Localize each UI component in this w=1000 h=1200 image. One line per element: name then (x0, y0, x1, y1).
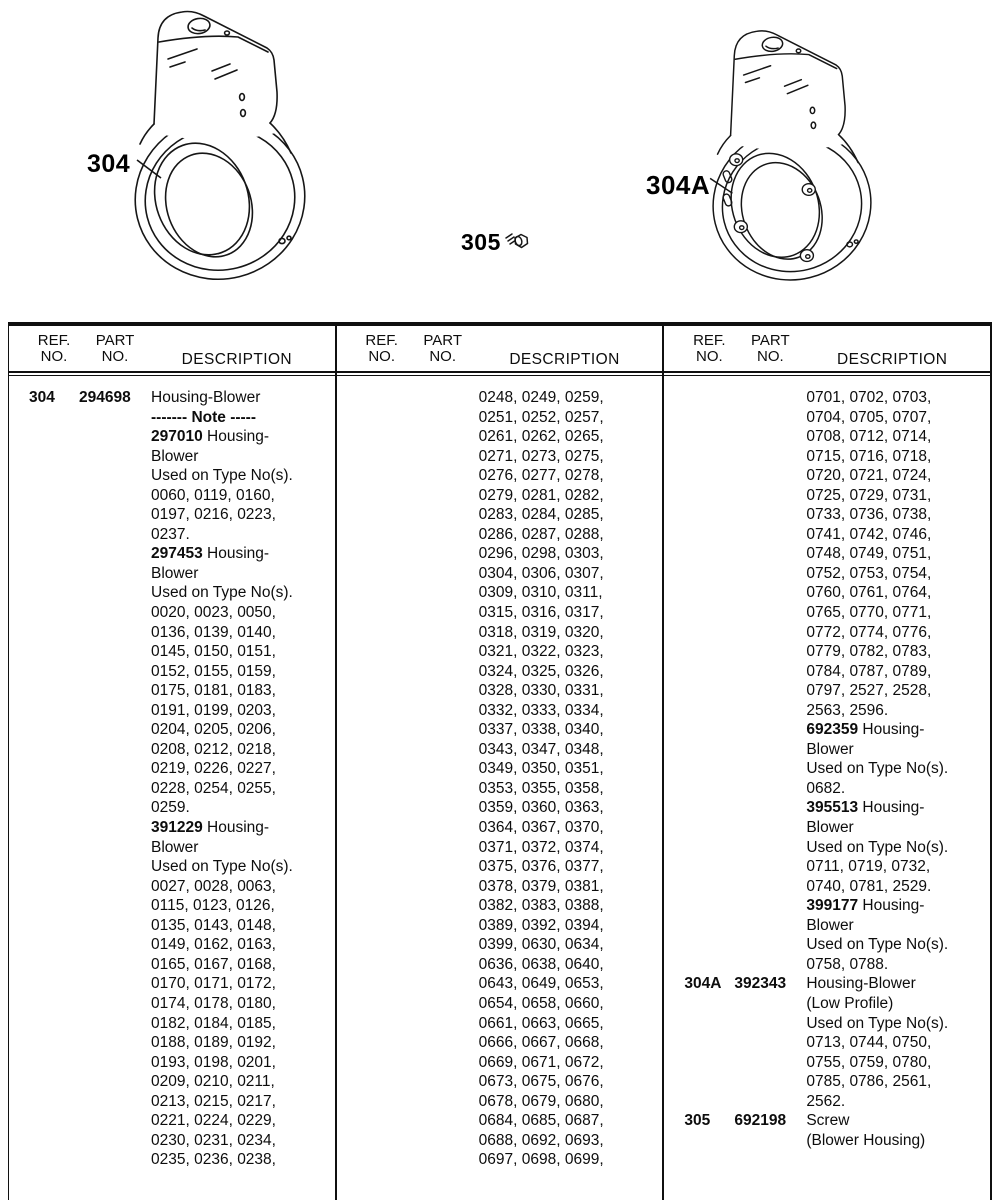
description-line: 0353, 0355, 0358, (478, 779, 604, 797)
description-line: 0740, 0781, 2529. (806, 877, 932, 895)
description-line: 0378, 0379, 0381, (478, 877, 604, 895)
description-line: 0309, 0310, 0311, (478, 584, 603, 602)
ref-no-cell: 304 (29, 389, 55, 406)
description-line: (Low Profile) (806, 994, 894, 1012)
table-header (664, 326, 990, 373)
description-line: 0020, 0023, 0050, (151, 604, 276, 622)
description-line: 0666, 0667, 0668, (478, 1034, 604, 1052)
description-line: Housing-Blower (806, 975, 916, 993)
description-line: 0204, 0205, 0206, (151, 721, 276, 739)
ref-no-cell: 304A (684, 975, 722, 993)
screw-icon (503, 229, 530, 254)
description-header: DESCRIPTION (837, 351, 948, 368)
ref-no-cell: 305 (684, 1112, 711, 1130)
description-cell (806, 388, 986, 974)
table-column-group-1 (9, 326, 335, 1200)
description-line: 0228, 0254, 0255, (151, 779, 276, 797)
description-line: 0654, 0658, 0660, (478, 994, 604, 1012)
description-line: 0259. (151, 799, 190, 817)
description-line: 0752, 0753, 0754, (806, 564, 932, 582)
description-line: 0221, 0224, 0229, (151, 1112, 276, 1130)
table-header (337, 326, 663, 373)
description-line: 0772, 0774, 0776, (806, 623, 932, 641)
table-header (9, 326, 335, 373)
description-line: 0682. (806, 779, 846, 797)
description-line: 0321, 0322, 0323, (478, 643, 604, 661)
table-row (684, 974, 986, 1111)
description-line: 0708, 0712, 0714, (806, 428, 932, 446)
ref-no-header: REF. NO. (693, 332, 726, 365)
description-line: 395513 Housing- (806, 799, 925, 817)
description-line: 0115, 0123, 0126, (151, 897, 275, 915)
part-no-header: PART NO. (423, 332, 462, 365)
description-line: 0713, 0744, 0750, (806, 1034, 932, 1052)
description-line: 0027, 0028, 0063, (151, 877, 276, 895)
description-line: Used on Type No(s). (151, 584, 293, 602)
part-no-cell (407, 388, 479, 1170)
table-row (684, 1111, 986, 1150)
description-line: 0060, 0119, 0160, (151, 486, 275, 504)
description-line: 297453 Housing- (151, 545, 270, 563)
description-line: 0661, 0663, 0665, (478, 1014, 604, 1032)
description-line: Housing-Blower (151, 389, 261, 406)
description-line: 0296, 0298, 0303, (478, 545, 604, 563)
description-line: 0261, 0262, 0265, (478, 428, 604, 446)
description-line: 0209, 0210, 0211, (151, 1073, 275, 1091)
description-line: 0235, 0236, 0238, (151, 1151, 276, 1169)
description-line: 0279, 0281, 0282, (478, 486, 604, 504)
table-row (29, 388, 331, 1170)
description-cell (479, 388, 659, 1170)
table-body-column-1 (9, 375, 335, 1170)
blower-housing-304-drawing (130, 2, 310, 290)
description-line: 0165, 0167, 0168, (151, 955, 276, 973)
description-line: Used on Type No(s). (806, 838, 949, 856)
description-line: 0328, 0330, 0331, (478, 682, 604, 700)
description-line: 0701, 0702, 0703, (806, 389, 932, 406)
description-line: 0760, 0761, 0764, (806, 584, 932, 602)
description-line: 0315, 0316, 0317, (478, 604, 604, 622)
table-column-group-3 (662, 326, 990, 1200)
description-line: 0170, 0171, 0172, (151, 975, 276, 993)
parts-figure (0, 0, 1000, 322)
description-header: DESCRIPTION (509, 351, 620, 368)
description-line: 0145, 0150, 0151, (151, 643, 276, 661)
description-line: 0324, 0325, 0326, (478, 662, 604, 680)
description-line: Blower (151, 564, 199, 582)
description-line: 0636, 0638, 0640, (478, 955, 604, 973)
description-line: 0213, 0215, 0217, (151, 1092, 276, 1110)
description-cell (806, 974, 986, 1111)
description-line: 0669, 0671, 0672, (478, 1053, 604, 1071)
description-line: Used on Type No(s). (806, 936, 949, 954)
description-line: 0643, 0649, 0653, (478, 975, 604, 993)
description-line: 0343, 0347, 0348, (478, 740, 604, 758)
description-line: 0136, 0139, 0140, (151, 623, 276, 641)
ref-no-header: REF. NO. (365, 332, 398, 365)
description-line: Blower (806, 740, 854, 758)
description-line: 0191, 0199, 0203, (151, 701, 276, 719)
description-line: 0332, 0333, 0334, (478, 701, 604, 719)
part-no-cell: 294698 (79, 389, 131, 406)
description-line: Blower (806, 916, 854, 934)
description-line: 0678, 0679, 0680, (478, 1092, 604, 1110)
part-no-header: PART NO. (751, 332, 790, 365)
description-line: 0349, 0350, 0351, (478, 760, 604, 778)
description-line: 0188, 0189, 0192, (151, 1034, 276, 1052)
description-line: 0741, 0742, 0746, (806, 525, 932, 543)
description-line: 0337, 0338, 0340, (478, 721, 604, 739)
description-cell (806, 1111, 986, 1150)
ref-no-header: REF. NO. (37, 332, 71, 365)
description-line: 0208, 0212, 0218, (151, 740, 276, 758)
description-line: 0152, 0155, 0159, (151, 662, 276, 680)
description-line: 0697, 0698, 0699, (478, 1151, 604, 1169)
description-line: 0779, 0782, 0783, (806, 643, 932, 661)
description-line: 0715, 0716, 0718, (806, 447, 932, 465)
ref-no-cell (357, 388, 407, 1170)
description-line: 0149, 0162, 0163, (151, 936, 276, 954)
description-line: 0251, 0252, 0257, (478, 408, 604, 426)
table-column-group-2 (335, 326, 663, 1200)
part-no-header: PART NO. (95, 332, 135, 365)
description-line: 0276, 0277, 0278, (478, 467, 604, 485)
description-line: 692359 Housing- (806, 721, 925, 739)
description-line: 0733, 0736, 0738, (806, 506, 932, 524)
description-line: 2562. (806, 1092, 846, 1110)
part-no-cell (734, 388, 806, 974)
description-line: 399177 Housing- (806, 897, 925, 915)
description-line: ------- Note ----- (151, 408, 256, 426)
description-line: 0382, 0383, 0388, (478, 897, 604, 915)
description-line: 2563, 2596. (806, 701, 889, 719)
parts-table (8, 322, 992, 1200)
description-line: 0688, 0692, 0693, (478, 1131, 604, 1149)
description-line: 0389, 0392, 0394, (478, 916, 604, 934)
description-line: Screw (806, 1112, 850, 1130)
description-line: 0371, 0372, 0374, (478, 838, 604, 856)
part-no-cell: 392343 (734, 975, 787, 993)
description-line: 0720, 0721, 0724, (806, 467, 932, 485)
description-line: 0174, 0178, 0180, (151, 994, 276, 1012)
table-row (684, 388, 986, 974)
description-line: 0283, 0284, 0285, (478, 506, 604, 524)
table-row (357, 388, 659, 1170)
description-header: DESCRIPTION (181, 351, 292, 368)
description-line: 297010 Housing- (151, 428, 270, 446)
description-line: 0359, 0360, 0363, (478, 799, 604, 817)
figure-label-305: 305 (461, 229, 501, 255)
figure-label-304a: 304A (646, 170, 711, 200)
description-line: 0182, 0184, 0185, (151, 1014, 276, 1032)
table-body-column-2 (337, 375, 663, 1170)
description-line: 0197, 0216, 0223, (151, 506, 276, 524)
description-line: 0364, 0367, 0370, (478, 819, 604, 837)
description-line: 0248, 0249, 0259, (478, 389, 604, 406)
description-line: 0725, 0729, 0731, (806, 486, 932, 504)
description-line: Blower (151, 838, 199, 856)
figure-label-304: 304 (87, 150, 131, 178)
description-line: 0237. (151, 525, 190, 543)
description-line: Blower (151, 447, 199, 465)
description-line: 0175, 0181, 0183, (151, 682, 276, 700)
description-line: Used on Type No(s). (151, 858, 293, 876)
part-no-cell: 692198 (734, 1112, 787, 1130)
description-line: 0785, 0786, 2561, (806, 1073, 932, 1091)
description-line: 0765, 0770, 0771, (806, 604, 932, 622)
description-line: 0758, 0788. (806, 955, 889, 973)
description-line: 0704, 0705, 0707, (806, 408, 932, 426)
description-line: 0399, 0630, 0634, (478, 936, 604, 954)
description-line: 391229 Housing- (151, 819, 270, 837)
description-line: (Blower Housing) (806, 1131, 926, 1149)
description-line: 0375, 0376, 0377, (478, 858, 604, 876)
description-line: 0797, 2527, 2528, (806, 682, 932, 700)
description-line: 0230, 0231, 0234, (151, 1131, 276, 1149)
description-line: 0271, 0273, 0275, (478, 447, 604, 465)
description-line: Used on Type No(s). (806, 1014, 949, 1032)
description-line: Used on Type No(s). (151, 467, 293, 485)
description-line: 0193, 0198, 0201, (151, 1053, 276, 1071)
table-body-column-3 (664, 375, 990, 1150)
description-line: 0784, 0787, 0789, (806, 662, 932, 680)
description-line: Used on Type No(s). (806, 760, 949, 778)
description-line: 0219, 0226, 0227, (151, 760, 276, 778)
description-line: 0748, 0749, 0751, (806, 545, 932, 563)
description-line: 0755, 0759, 0780, (806, 1053, 932, 1071)
description-line: 0304, 0306, 0307, (478, 564, 604, 582)
description-line: 0711, 0719, 0732, (806, 858, 931, 876)
blower-housing-304a-drawing (706, 22, 878, 290)
description-line: 0286, 0287, 0288, (478, 525, 604, 543)
description-line: 0318, 0319, 0320, (478, 623, 604, 641)
description-line: 0673, 0675, 0676, (478, 1073, 604, 1091)
description-line: 0684, 0685, 0687, (478, 1112, 604, 1130)
description-line: Blower (806, 819, 854, 837)
description-line: 0135, 0143, 0148, (151, 916, 276, 934)
description-cell (151, 388, 331, 1170)
ref-no-cell (684, 388, 734, 974)
